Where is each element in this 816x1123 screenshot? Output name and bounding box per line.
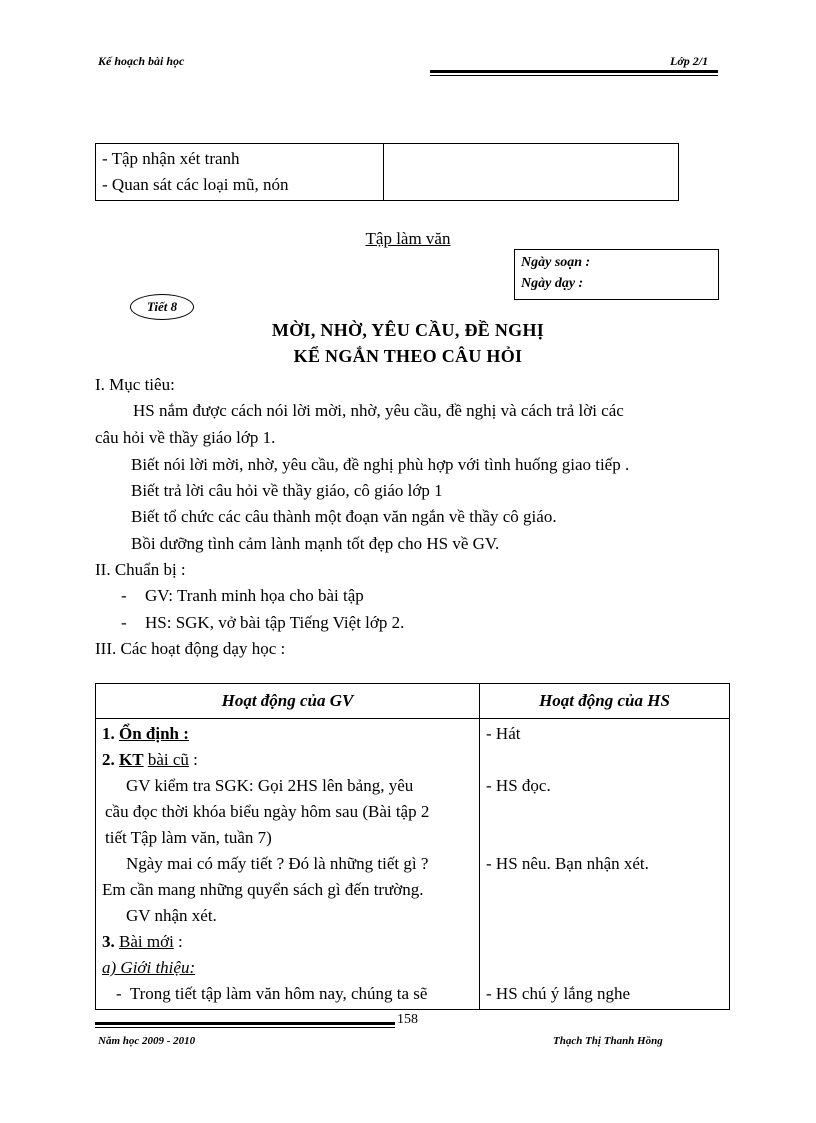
top-table-left-cell bbox=[96, 144, 384, 201]
gv-intro-text: Trong tiết tập làm văn hôm nay, chúng ta sẽ bbox=[129, 984, 428, 1003]
header-left: Kế hoạch bài học bbox=[98, 54, 185, 68]
lesson-title-line2: KỂ NGẮN THEO CÂU HỎI bbox=[293, 346, 523, 366]
hs-listen: - HS chú ý lắng nghe bbox=[486, 984, 631, 1003]
gv-step-2-num: 2. bbox=[102, 750, 115, 769]
col-gv-header: Hoạt động của GV bbox=[96, 684, 480, 719]
gv-intro-line: - Trong tiết tập làm văn hôm nay, chúng ta sẽ bbox=[116, 984, 428, 1003]
date-taught: Ngày dạy : bbox=[521, 276, 584, 291]
gv-step-1 bbox=[102, 721, 473, 747]
footer-right: Thạch Thị Thanh Hồng bbox=[553, 1035, 663, 1047]
hs-read: - HS đọc. bbox=[486, 776, 551, 795]
gv-question-line1: Ngày mai có mấy tiết ? Đó là những tiết gì ? bbox=[126, 854, 429, 873]
gv-step-3-num: 3. bbox=[102, 932, 115, 951]
hs-cell bbox=[480, 719, 730, 1010]
header-rule-thick bbox=[430, 70, 718, 73]
gv-step-1-num: 1. bbox=[102, 724, 115, 743]
top-table-row-2: - Quan sát các loại mũ, nón bbox=[102, 175, 289, 194]
date-prepared: Ngày soạn : bbox=[521, 255, 591, 270]
footer-left: Năm học 2009 - 2010 bbox=[98, 1035, 196, 1047]
header-right: Lớp 2/1 bbox=[670, 54, 709, 68]
hs-step-1: - Hát bbox=[486, 724, 521, 743]
gv-check-line3: tiết Tập làm văn, tuần 7) bbox=[105, 828, 272, 847]
lesson-title-line1: MỜI, NHỜ, YÊU CẦU, ĐỀ NGHỊ bbox=[271, 320, 545, 340]
hs-spacer-7 bbox=[486, 955, 723, 981]
date-box bbox=[514, 249, 719, 300]
gv-question-line2: Em cần mang những quyển sách gì đến trường. bbox=[102, 880, 424, 899]
header-rule-thin bbox=[430, 75, 718, 76]
hs-spacer-6 bbox=[486, 929, 723, 955]
gv-comment: GV nhận xét. bbox=[126, 906, 217, 925]
objectives-p2: Biết nói lời mời, nhờ, yêu cầu, đề nghị phù hợp với tình huống giao tiếp . bbox=[131, 455, 630, 474]
hs-spacer-5 bbox=[486, 903, 723, 929]
preparation-item-2: HS: SGK, vở bài tập Tiếng Việt lớp 2. bbox=[145, 613, 405, 632]
section-title: Tập làm văn bbox=[365, 229, 451, 248]
hs-spacer-2 bbox=[486, 799, 723, 825]
gv-step-1-label: Ổn định : bbox=[119, 724, 189, 743]
hs-spacer-3 bbox=[486, 825, 723, 851]
gv-check-line1: GV kiểm tra SGK: Gọi 2HS lên bảng, yêu bbox=[126, 776, 414, 795]
hs-answer: - HS nêu. Bạn nhận xét. bbox=[486, 854, 649, 873]
top-table-right-cell bbox=[384, 144, 679, 201]
preparation-item-1: GV: Tranh minh họa cho bài tập bbox=[145, 586, 364, 605]
activities-heading: III. Các hoạt động dạy học : bbox=[95, 639, 286, 658]
preparation-bullet-1: - bbox=[121, 586, 127, 605]
col-hs-header: Hoạt động của HS bbox=[480, 684, 730, 719]
gv-step-3-colon: : bbox=[173, 932, 183, 951]
objectives-p4: Biết tổ chức các câu thành một đoạn văn ngắn về thầy cô giáo. bbox=[131, 507, 557, 526]
objectives-p5: Bồi dưỡng tình cảm lành mạnh tốt đẹp cho HS về GV. bbox=[131, 534, 500, 553]
objectives-p1-line1: HS nắm được cách nói lời mời, nhờ, yêu cầu, đề nghị và cách trả lời các bbox=[133, 401, 624, 420]
top-table bbox=[95, 143, 679, 201]
objectives-heading: I. Mục tiêu: bbox=[95, 375, 175, 394]
gv-intro: a) Giới thiệu: bbox=[102, 958, 196, 977]
gv-step-3-label: Bài mới bbox=[119, 932, 174, 951]
gv-step-2-kt: KT bbox=[119, 750, 144, 769]
gv-check-line2: cầu đọc thời khóa biểu ngày hôm sau (Bài tập 2 bbox=[105, 802, 430, 821]
footer-rule-thin bbox=[95, 1027, 395, 1028]
gv-step-2-rest: bài cũ bbox=[147, 750, 189, 769]
lesson-badge: Tiết 8 bbox=[130, 294, 194, 320]
gv-step-2-colon: : bbox=[188, 750, 198, 769]
footer-rule-thick bbox=[95, 1022, 395, 1025]
gv-cell bbox=[96, 719, 480, 1010]
objectives-p3: Biết trả lời câu hỏi về thầy giáo, cô giáo lớp 1 bbox=[131, 481, 443, 500]
preparation-bullet-2: - bbox=[121, 613, 127, 632]
gv-step-2 bbox=[102, 747, 473, 773]
top-table-row-1: - Tập nhận xét tranh bbox=[102, 149, 240, 168]
page-number: 158 bbox=[397, 1012, 418, 1027]
preparation-heading: II. Chuẩn bị : bbox=[95, 560, 186, 579]
objectives-p1-line2: câu hỏi về thầy giáo lớp 1. bbox=[95, 428, 276, 447]
activities-table bbox=[95, 683, 730, 1010]
hs-spacer-4 bbox=[486, 877, 723, 903]
hs-spacer-1 bbox=[486, 747, 723, 773]
gv-step-3 bbox=[102, 929, 473, 955]
